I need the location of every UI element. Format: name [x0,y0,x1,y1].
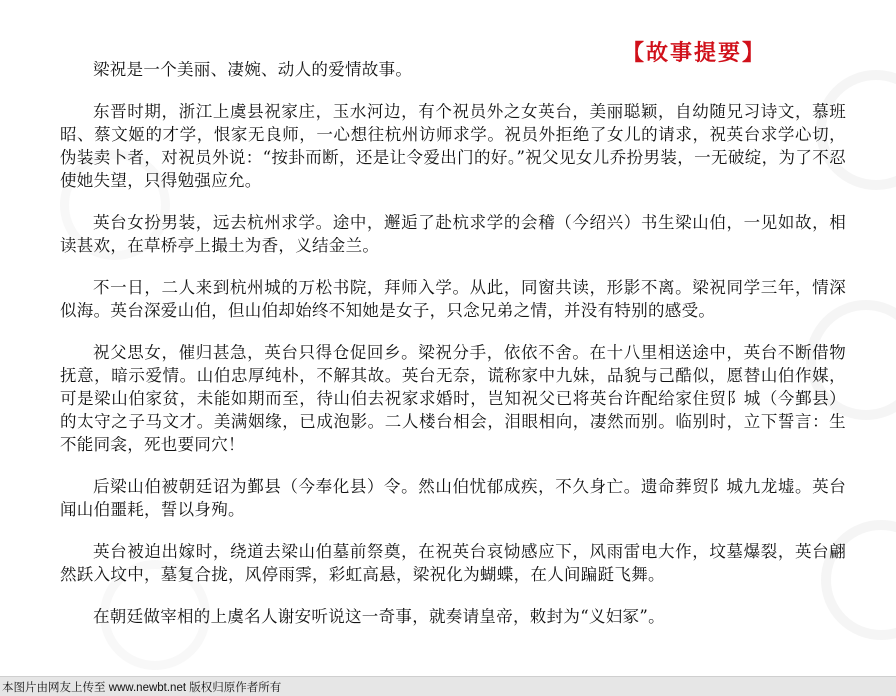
paragraph-meeting: 英台女扮男装，远去杭州求学。途中，邂逅了赴杭求学的会稽（今绍兴）书生梁山伯，一见如故，相读甚欢，在草桥亭上撮土为香，义结金兰。 [60,213,846,255]
paragraph-ending: 在朝廷做宰相的上虞名人谢安听说这一奇事，就奏请皇帝，敕封为“义妇冢”。 [93,607,665,626]
footer-credit: 本图片由网友上传至 www.newbt.net 版权归原作者所有 [2,682,282,694]
paragraph-farewell: 祝父思女，催归甚急，英台只得仓促回乡。梁祝分手，依依不舍。在十八里相送途中，英台不断借物抚意，暗示爱情。山伯忠厚纯朴，不解其故。英台无奈，谎称家中九妹，品貌与己酷似，愿替山伯作媒，可是梁山伯家贫，未能如期而至，待山伯去祝家求婚时，岂知祝父已将英台许配给家住贸阝城（今鄞县）的太守之子马文才。美满姻缘，已成泡影。二人楼台相会，泪眼相向，凄然而别。临别时，立下誓言：生不能同衾，死也要同穴！ [60,343,846,454]
paragraph-butterflies: 英台被迫出嫁时，绕道去梁山伯墓前祭奠，在祝英台哀恸感应下，风雨雷电大作，坟墓爆裂，英台翩然跃入坟中，墓复合拢，风停雨霁，彩虹高悬，梁祝化为蝴蝶，在人间蹁跹飞舞。 [60,542,846,584]
paragraph-intro: 梁祝是一个美丽、凄婉、动人的爱情故事。 [93,60,413,79]
paragraph-death: 后梁山伯被朝廷诏为鄞县（今奉化县）令。然山伯忧郁成疾，不久身亡。遗命葬贸阝城九龙墟。英台闻山伯噩耗，誓以身殉。 [60,477,846,519]
section-heading: 【故事提要】 [622,40,767,66]
footer-bar [0,676,896,696]
paragraph-background: 东晋时期，浙江上虞县祝家庄，玉水河边，有个祝员外之女英台，美丽聪颖，自幼随兄习诗文，慕班昭、蔡文姬的才学，恨家无良师，一心想往杭州访师求学。祝员外拒绝了女儿的请求，祝英台求学心切，伪装卖卜者，对祝员外说：“按卦而断，还是让令爱出门的好。”祝父见女儿乔扮男装，一无破绽，为了不忍使她失望，只得勉强应允。 [60,102,846,190]
story-body [60,58,846,647]
paragraph-study: 不一日，二人来到杭州城的万松书院，拜师入学。从此，同窗共读，形影不离。梁祝同学三年，情深似海。英台深爱山伯，但山伯却始终不知她是女子，只念兄弟之情，并没有特别的感受。 [60,278,846,320]
